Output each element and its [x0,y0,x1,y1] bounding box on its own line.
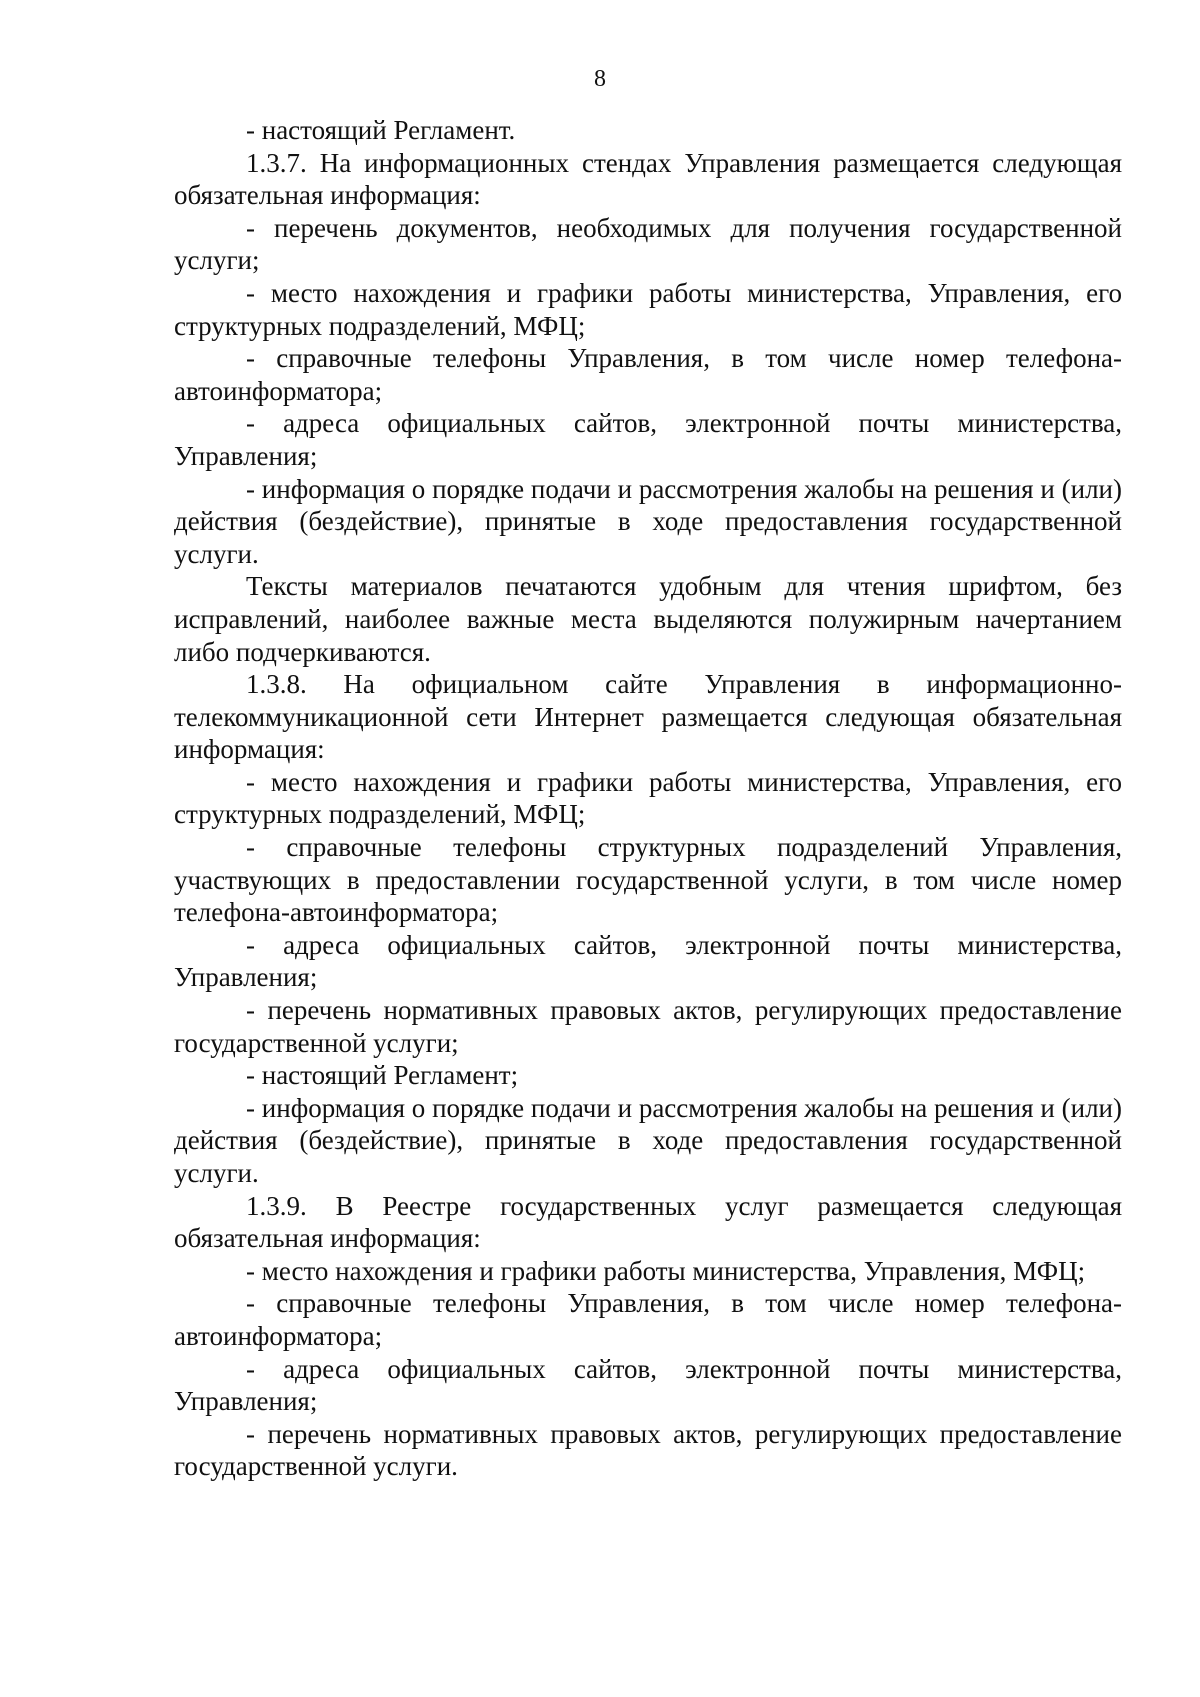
paragraph: 1.3.8. На официальном сайте Управления в информационно-телекоммуникационной сети Интернет размещается следующая обязательная информация: [174,669,1122,765]
paragraph: - адреса официальных сайтов, электронной почты министерства, Управления; [174,929,1122,993]
paragraph: - информация о порядке подачи и рассмотрения жалобы на решения и (или) действия (бездействие), принятые в ходе предоставления государственной услуги. [174,473,1122,569]
paragraph: - перечень нормативных правовых актов, регулирующих предоставление государственной услуги; [174,995,1122,1058]
paragraph: - настоящий Регламент; [246,1060,519,1091]
paragraph: - перечень нормативных правовых актов, регулирующих предоставление государственной услуги. [174,1418,1122,1482]
paragraph: - адреса официальных сайтов, электронной почты министерства, Управления; [174,1353,1122,1417]
paragraph: 1.3.7. На информационных стендах Управления размещается следующая обязательная информация: [174,147,1122,211]
paragraph: - место нахождения и графики работы министерства, Управления, его структурных подразделений, МФЦ; [174,766,1122,830]
paragraph: - справочные телефоны Управления, в том числе номер телефона-автоинформатора; [174,343,1122,406]
paragraph: - настоящий Регламент. [246,115,516,145]
paragraph: - место нахождения и графики работы министерства, Управления, его структурных подразделений, МФЦ; [174,277,1122,341]
paragraph: - информация о порядке подачи и рассмотрения жалобы на решения и (или) действия (бездействие), принятые в ходе предоставления государственной услуги. [174,1092,1122,1188]
paragraph: - место нахождения и графики работы министерства, Управления, МФЦ; [246,1255,1086,1286]
document-body [174,114,1122,1483]
paragraph: Тексты материалов печатаются удобным для чтения шрифтом, без исправлений, наиболее важные места выделяются полужирным начертанием либо подчеркиваются. [174,571,1122,667]
paragraph: - справочные телефоны Управления, в том числе номер телефона-автоинформатора; [174,1288,1122,1351]
paragraph: - адреса официальных сайтов, электронной почты министерства, Управления; [174,408,1122,471]
paragraph: - перечень документов, необходимых для получения государственной услуги; [174,212,1122,276]
paragraph: 1.3.9. В Реестре государственных услуг размещается следующая обязательная информация: [174,1190,1122,1254]
paragraph: - справочные телефоны структурных подразделений Управления, участвующих в предоставлении государственной услуги, в том числе номер телефона-автоинформатора; [174,832,1122,928]
page-number: 8 [594,66,606,92]
